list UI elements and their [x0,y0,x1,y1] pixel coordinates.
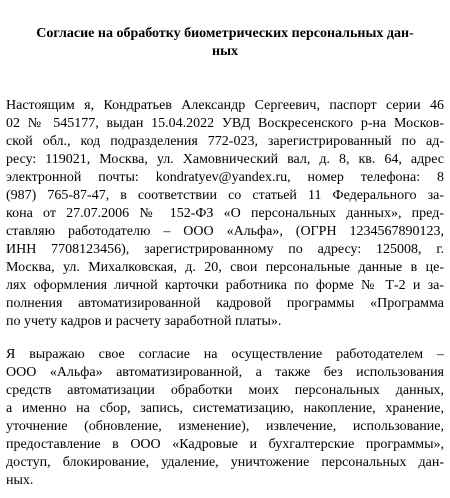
paragraph-line: ресу: 119021, Москва, ул. Хамовнический вал, д. 8, кв. 64, адрес [6,152,444,167]
paragraph-line: 02 № 545177, выдан 15.04.2022 УВД Воскресенского р-на Москов- [6,116,444,131]
paragraph-line: ставляю работодателю – ООО «Альфа», (ОГРН 1234567890123, [6,224,444,239]
title-line: ных [212,44,238,59]
consent-paragraph-processing-scope [6,346,444,490]
paragraph-line: ской обл., код подразделения 772-023, зарегистрированный по ад- [6,134,444,149]
paragraph-line: Я выражаю свое согласие на осуществление работодателем – [6,347,444,362]
paragraph-line: Москва, ул. Михалковская, д. 20, свои персональные данные в це- [6,260,444,275]
paragraph-line: средств автоматизации обработки моих персональных данных, [6,383,444,398]
consent-paragraph-personal-details [6,97,444,331]
paragraph-line: Настоящим я, Кондратьев Александр Сергеевич, паспорт серии 46 [6,98,444,113]
paragraph-line: а именно на сбор, запись, систематизацию, накопление, хранение, [6,401,444,416]
paragraph-line: ных. [6,473,34,488]
paragraph-line: кона от 27.07.2006 № 152-ФЗ «О персональных данных», пред- [6,206,444,221]
paragraph-line: предоставление в ООО «Кадровые и бухгалтерские программы», [6,437,444,452]
paragraph-line: электронной почты: kondratyev@yandex.ru, номер телефона: 8 [6,170,444,185]
paragraph-line: ООО «Альфа» автоматизированной, а также без использования [6,365,444,380]
title-line: Согласие на обработку биометрических персональных дан- [36,26,414,41]
paragraph-line: по учету кадров и расчету заработной платы». [6,314,282,329]
paragraph-line: доступ, блокирование, удаление, уничтожение персональных дан- [6,455,444,470]
paragraph-line: полнения автоматизированной кадровой программы «Программа [6,296,444,311]
paragraph-line: лях оформления личной карточки работника по форме № Т-2 и за- [6,278,444,293]
paragraph-line: (987) 765-87-47, в соответствии со статьей 11 Федерального за- [6,188,444,203]
paragraph-line: уточнение (обновление, изменение), извлечение, использование, [6,419,444,434]
paragraph-line: ИНН 7708123456), зарегистрированному по адресу: 125008, г. [6,242,444,257]
